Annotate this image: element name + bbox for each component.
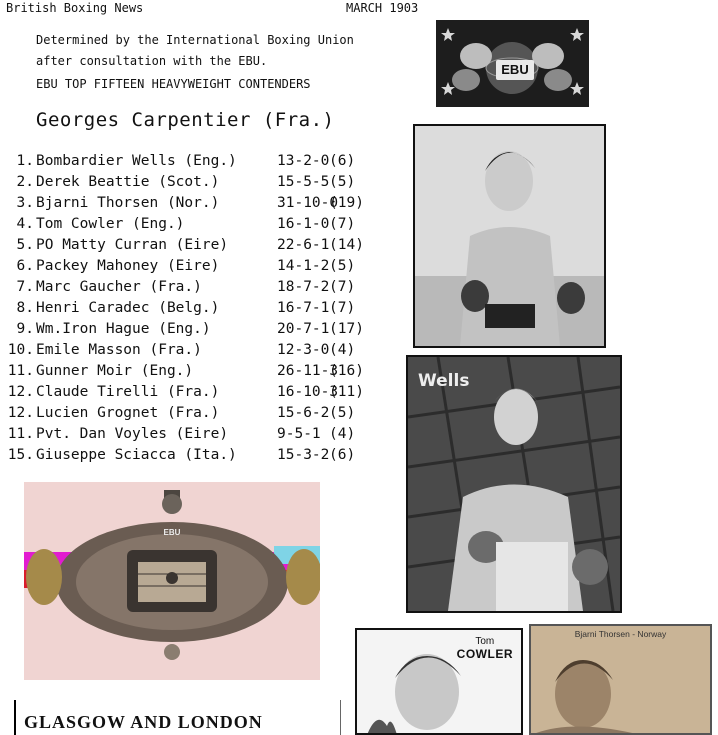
ranking-name: Giuseppe Sciacca (Ita.) [36, 447, 237, 463]
ranking-record: 26-11-3 [277, 363, 339, 379]
ranking-row [0, 300, 400, 321]
ranking-record: 16-1-0 [277, 216, 330, 232]
ranking-row [0, 195, 400, 216]
ranking-ko: (5) [329, 174, 356, 190]
thorsen-figure [531, 626, 710, 735]
ranking-ko: (6) [329, 153, 356, 169]
ranking-number: 1. [16, 153, 34, 169]
ranking-number: 9. [16, 321, 34, 337]
ranking-ko: (7) [329, 216, 356, 232]
ranking-record: 15-3-2 [277, 447, 330, 463]
ranking-record: 22-6-1 [277, 237, 330, 253]
ranking-name: Claude Tirelli (Fra.) [36, 384, 220, 400]
wells-photo [406, 355, 622, 613]
ranking-name: Gunner Moir (Eng.) [36, 363, 194, 379]
ranking-row [0, 216, 400, 237]
ranking-number: 12. [7, 405, 34, 421]
wells-caption: Wells [418, 371, 470, 391]
thorsen-caption: Bjarni Thorsen - Norway [574, 629, 667, 639]
belt-graphic [24, 482, 320, 680]
thorsen-photo [529, 624, 712, 735]
ranking-name: Bombardier Wells (Eng.) [36, 153, 237, 169]
ranking-number: 6. [16, 258, 34, 274]
newspaper-clipping [14, 700, 341, 735]
cowler-photo [355, 628, 523, 735]
wells-figure [408, 357, 620, 611]
cowler-caption [457, 636, 513, 661]
ranking-number: 12. [7, 384, 34, 400]
ranking-row [0, 237, 400, 258]
ranking-record: 15-5-5 [277, 174, 330, 190]
ranking-row [0, 258, 400, 279]
ranking-name: Bjarni Thorsen (Nor.) [36, 195, 220, 211]
ranking-row [0, 321, 400, 342]
ranking-row [0, 174, 400, 195]
ranking-ko: (4) [329, 342, 356, 358]
ranking-ko: (7) [329, 300, 356, 316]
ranking-number: 11. [7, 426, 34, 442]
ranking-record: 9-5-1 [277, 426, 321, 442]
ranking-ko: (11) [329, 384, 364, 400]
ranking-number: 15. [7, 447, 34, 463]
ranking-ko: (17) [329, 321, 364, 337]
ranking-name: Tom Cowler (Eng.) [36, 216, 185, 232]
ranking-name: Lucien Grognet (Fra.) [36, 405, 220, 421]
ranking-ko: (4) [329, 426, 356, 442]
ebu-logo [436, 20, 589, 107]
ranking-row [0, 153, 400, 174]
ranking-record: 15-6-2 [277, 405, 330, 421]
ranking-row [0, 363, 400, 384]
ranking-record: 13-2-0 [277, 153, 330, 169]
cowler-caption-last: COWLER [456, 647, 513, 661]
ranking-record: 14-1-2 [277, 258, 330, 274]
cowler-caption-first: Tom [475, 636, 495, 647]
intro-line-1: Determined by the International Boxing Union [36, 33, 354, 47]
ranking-number: 7. [16, 279, 34, 295]
ranking-ko: (16) [329, 363, 364, 379]
carpentier-figure [415, 126, 604, 346]
ranking-name: Emile Masson (Fra.) [36, 342, 202, 358]
issue-date: MARCH 1903 [346, 1, 419, 15]
publication-title: British Boxing News [6, 1, 144, 15]
ranking-record: 16-10-3 [277, 384, 339, 400]
carpentier-photo [413, 124, 606, 348]
ebu-belt-image [24, 482, 320, 680]
ranking-name: PO Matty Curran (Eire) [36, 237, 229, 253]
ranking-name: Derek Beattie (Scot.) [36, 174, 220, 190]
ranking-record: 12-3-0 [277, 342, 330, 358]
ranking-name: Pvt. Dan Voyles (Eire) [36, 426, 229, 442]
ranking-record: 16-7-1 [277, 300, 330, 316]
clipping-headline: GLASGOW AND LONDON [24, 712, 263, 732]
ranking-row [0, 384, 400, 405]
ranking-record: 20-7-1 [277, 321, 330, 337]
ranking-row [0, 405, 400, 426]
logo-ebu-text: EBU [496, 60, 534, 80]
ranking-record: 31-10-0 [277, 195, 339, 211]
ranking-ko: (14) [329, 237, 364, 253]
ranking-ko: (19) [329, 195, 364, 211]
ranking-ko: (5) [329, 258, 356, 274]
ranking-number: 5. [16, 237, 34, 253]
belt-ebu-text: EBU [163, 528, 181, 537]
ranking-number: 4. [16, 216, 34, 232]
intro-line-2: after consultation with the EBU. [36, 54, 268, 68]
ranking-record: 18-7-2 [277, 279, 330, 295]
ranking-number: 8. [16, 300, 34, 316]
ranking-ko: (6) [329, 447, 356, 463]
ranking-name: Henri Caradec (Belg.) [36, 300, 220, 316]
ranking-row [0, 279, 400, 300]
champion-name: Georges Carpentier (Fra.) [36, 109, 335, 131]
ranking-number: 2. [16, 174, 34, 190]
ranking-row [0, 447, 400, 468]
ranking-number: 11. [7, 363, 34, 379]
rankings-heading: EBU TOP FIFTEEN HEAVYWEIGHT CONTENDERS [36, 77, 311, 91]
ranking-row [0, 426, 400, 447]
ranking-name: Wm.Iron Hague (Eng.) [36, 321, 211, 337]
ranking-ko: (7) [329, 279, 356, 295]
ranking-number: 3. [16, 195, 34, 211]
ranking-row [0, 342, 400, 363]
ranking-number: 10. [7, 342, 34, 358]
ranking-name: Marc Gaucher (Fra.) [36, 279, 202, 295]
ranking-ko: (5) [329, 405, 356, 421]
ranking-name: Packey Mahoney (Eire) [36, 258, 220, 274]
